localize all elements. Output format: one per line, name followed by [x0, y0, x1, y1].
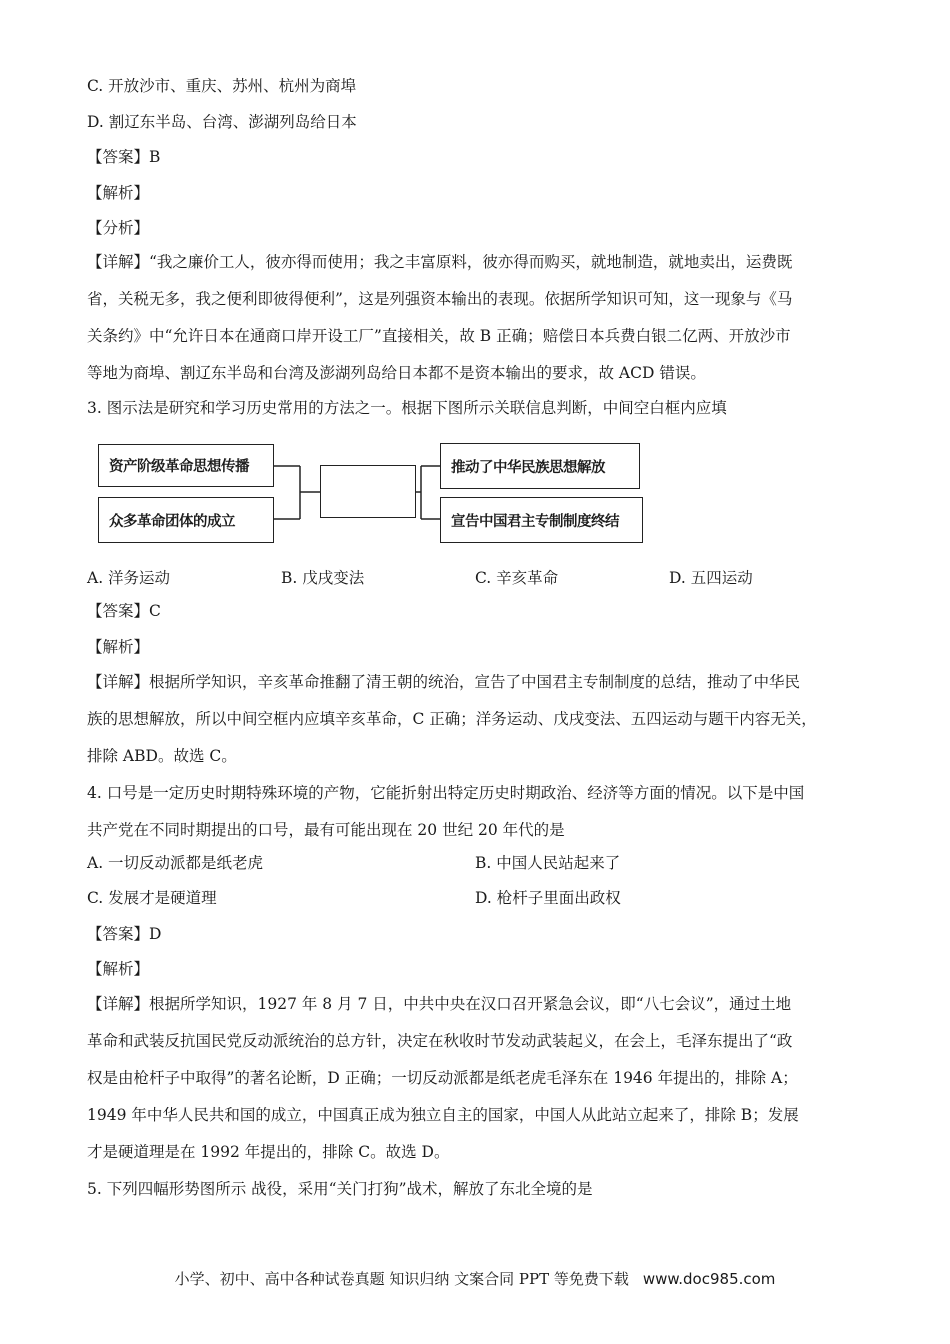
q2-detail-line: 关条约》中“允许日本在通商口岸开设工厂”直接相关，故 B 正确；赔偿日本兵费白银二亿两、开放沙市 — [87, 327, 791, 345]
q2-option-d: D. 割辽东半岛、台湾、澎湖列岛给日本 — [87, 113, 357, 131]
q2-detail-line: 等地为商埠、割辽东半岛和台湾及澎湖列岛给日本都不是资本输出的要求，故 ACD 错误。 — [87, 364, 706, 382]
q2-analysis-label: 【解析】 — [87, 184, 150, 202]
q2-option-c: C. 开放沙市、重庆、苏州、杭州为商埠 — [87, 77, 357, 95]
q4-detail — [87, 986, 867, 1171]
q4-detail-line: 【详解】根据所学知识，1927 年 8 月 7 日，中共中央在汉口召开紧急会议，即“八七会议”，通过土地 — [87, 995, 792, 1013]
q3-detail-line: 【详解】根据所学知识，辛亥革命推翻了清王朝的统治，宣告了中国君主专制制度的总结，推动了中华民 — [87, 673, 801, 691]
footer-text: 小学、初中、高中各种试卷真题 知识归纳 文案合同 PPT 等免费下载 — [174, 1270, 629, 1288]
q4-detail-line: 1949 年中华人民共和国的成立，中国真正成为独立自主的国家，中国人从此站立起来了，排除 B；发展 — [87, 1106, 799, 1124]
q4-stem — [87, 775, 867, 849]
diagram-box-effect-1: 推动了中华民族思想解放 — [440, 443, 640, 489]
q4-stem-line: 共产党在不同时期提出的口号，最有可能出现在 20 世纪 20 年代的是 — [87, 821, 565, 839]
q4-analysis-label: 【解析】 — [87, 960, 150, 978]
q4-option-a: A. 一切反动派都是纸老虎 — [87, 854, 264, 872]
q3-stem: 3. 图示法是研究和学习历史常用的方法之一。根据下图所示关联信息判断，中间空白框内应填 — [87, 399, 727, 417]
q3-detail — [87, 664, 867, 775]
q2-fenxi-label: 【分析】 — [87, 219, 150, 237]
q4-option-b: B. 中国人民站起来了 — [475, 854, 621, 872]
q4-option-d: D. 枪杆子里面出政权 — [475, 889, 621, 907]
q4-detail-line: 才是硬道理是在 1992 年提出的，排除 C。故选 D。 — [87, 1143, 450, 1161]
q3-analysis-label: 【解析】 — [87, 638, 150, 656]
q2-detail-line: 省，关税无多，我之便利即彼得便利”，这是列强资本输出的表现。依据所学知识可知，这一现象与《马 — [87, 290, 793, 308]
q3-option-b: B. 戊戌变法 — [281, 569, 365, 587]
diagram-blank-box — [320, 465, 416, 518]
diagram-box-effect-2: 宣告中国君主专制制度终结 — [440, 497, 643, 543]
q4-answer: 【答案】D — [87, 925, 162, 943]
q2-detail-line: 【详解】“我之廉价工人，彼亦得而使用；我之丰富原料，彼亦得而购买，就地制造，就地卖出，运费既 — [87, 253, 793, 271]
page-footer — [0, 1268, 950, 1289]
footer-url-link[interactable]: www.doc985.com — [642, 1270, 776, 1288]
q3-detail-line: 排除 ABD。故选 C。 — [87, 747, 237, 765]
q4-detail-line: 权是由枪杆子中取得”的著名论断，D 正确；一切反动派都是纸老虎毛泽东在 1946 年提出的，排除 A； — [87, 1069, 798, 1087]
q5-stem: 5. 下列四幅形势图所示 战役，采用“关门打狗”战术，解放了东北全境的是 — [87, 1180, 593, 1198]
q3-option-c: C. 辛亥革命 — [475, 569, 559, 587]
q4-stem-line: 4. 口号是一定历史时期特殊环境的产物，它能折射出特定历史时期政治、经济等方面的情况。以下是中国 — [87, 784, 805, 802]
q2-answer: 【答案】B — [87, 148, 161, 166]
diagram-box-cause-1: 资产阶级革命思想传播 — [98, 444, 274, 487]
q3-answer: 【答案】C — [87, 602, 161, 620]
q4-detail-line: 革命和武装反抗国民党反动派统治的总方针，决定在秋收时节发动武装起义，在会上，毛泽东提出了“政 — [87, 1032, 793, 1050]
q3-option-a: A. 洋务运动 — [87, 569, 171, 587]
q4-option-c: C. 发展才是硬道理 — [87, 889, 217, 907]
diagram-box-cause-2: 众多革命团体的成立 — [98, 497, 274, 543]
q3-option-d: D. 五四运动 — [669, 569, 753, 587]
q2-detail — [87, 244, 867, 392]
q3-detail-line: 族的思想解放，所以中间空框内应填辛亥革命，C 正确；洋务运动、戊戌变法、五四运动与题干内容无关， — [87, 710, 817, 728]
